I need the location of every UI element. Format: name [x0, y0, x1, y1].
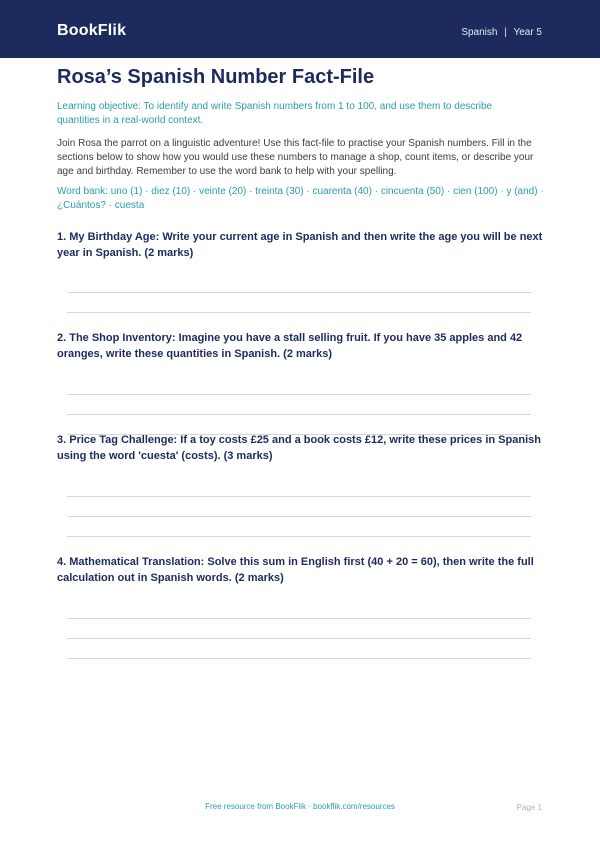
header-bar: [0, 0, 600, 58]
page-number: Page 1: [516, 803, 542, 812]
answer-line[interactable]: [67, 618, 531, 619]
question-4: 4. Mathematical Translation: Solve this sum in English first (40 + 20 = 60), then write the full calculation out in Spanish words. (2 marks): [57, 556, 534, 584]
answer-line[interactable]: [67, 414, 531, 415]
intro-paragraph: Join Rosa the parrot on a linguistic adventure! Use this fact-file to practise your Spanish numbers. Fill in the sections below to show how you would use these numbers to manage a shop, count items, or describe your age and birthday. Remember to use the word bank to help with your spelling.: [57, 138, 534, 177]
footer-link[interactable]: Free resource from BookFlik · bookflik.com/resources: [205, 802, 395, 811]
word-bank: Word bank: uno (1) · diez (10) · veinte (20) · treinta (30) · cuarenta (40) · cincuenta (50) · cien (100) · y (and) · ¿Cuántos? · cuesta: [57, 186, 544, 211]
learning-objective: Learning objective: To identify and write Spanish numbers from 1 to 100, and use them to describe quantities in a real-world context.: [57, 101, 493, 126]
question-3: 3. Price Tag Challenge: If a toy costs £25 and a book costs £12, write these prices in Spanish using the word 'cuesta' (costs). (3 marks): [57, 434, 541, 462]
brand-logo[interactable]: BookFlik: [57, 22, 127, 39]
answer-line[interactable]: [67, 658, 531, 659]
answer-line[interactable]: [67, 496, 531, 497]
answer-line[interactable]: [67, 638, 531, 639]
meta-separator: |: [504, 27, 507, 38]
page-title: Rosa’s Spanish Number Fact-File: [57, 66, 375, 88]
question-2: 2. The Shop Inventory: Imagine you have a stall selling fruit. If you have 35 apples and 42 oranges, write these quantities in Spanish. (2 marks): [57, 332, 523, 360]
question-1: 1. My Birthday Age: Write your current age in Spanish and then write the age you will be next year in Spanish. (2 marks): [57, 231, 543, 259]
year-label: Year 5: [513, 27, 542, 38]
subject-label: Spanish: [461, 27, 498, 38]
header-subject-year: [461, 27, 542, 38]
answer-line[interactable]: [67, 394, 531, 395]
answer-line[interactable]: [67, 516, 531, 517]
answer-line[interactable]: [67, 292, 531, 293]
answer-line[interactable]: [67, 312, 531, 313]
answer-line[interactable]: [67, 536, 531, 537]
